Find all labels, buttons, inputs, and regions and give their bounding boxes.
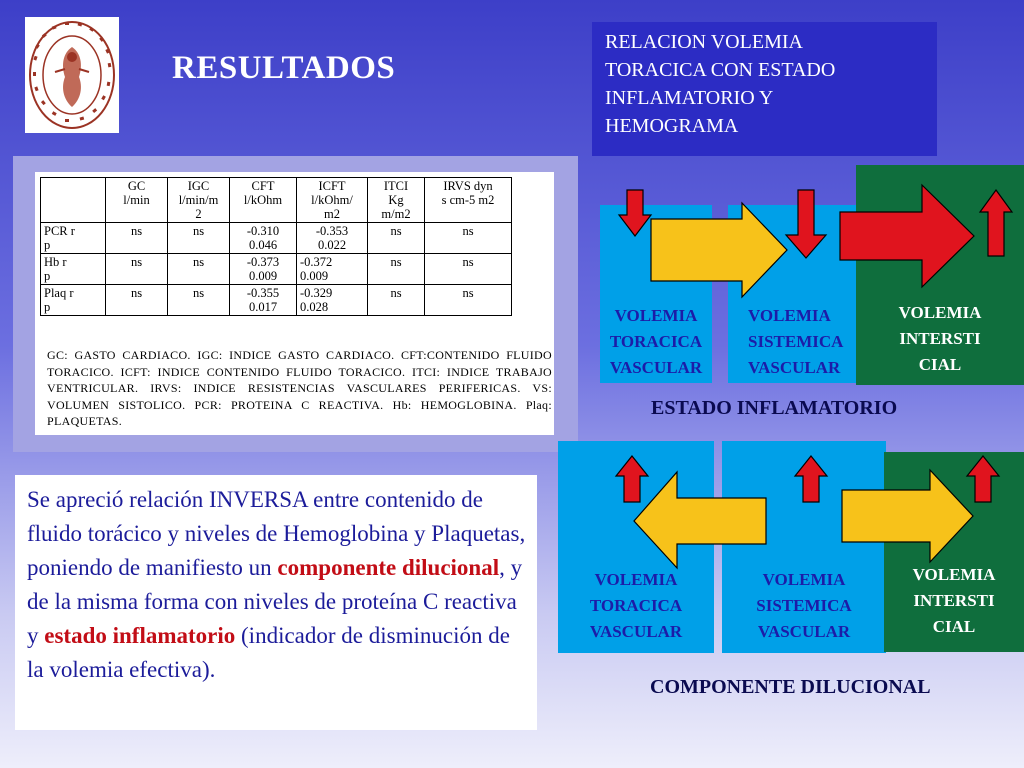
results-table-sheet [35,172,554,435]
table-cell: ns [425,285,512,316]
header-line: RELACION VOLEMIA [605,31,803,53]
header-line: HEMOGRAMA [605,115,739,137]
table-cell: -0.353 0.022 [297,223,368,254]
box-line: TORACICA [589,596,683,615]
table-cell: ns [368,285,425,316]
box-line: VASCULAR [757,622,851,641]
box-volemia-toracica-top [600,205,712,383]
table-row [41,285,512,316]
table-row [41,223,512,254]
table-header-cell: GC l/min [106,178,168,223]
table-header-row [41,178,512,223]
row-label: Plaq r p [41,285,106,316]
box-volemia-toracica-bottom [558,441,714,653]
table-legend: GC: GASTO CARDIACO. IGC: INDICE GASTO CARDIACO. CFT:CONTENIDO FLUIDO TORACICO. ICFT: INDICE CONTENIDO FLUIDO TORACICO. ITCI: INDICE TRABAJO VENTRICULAR. IRVS: INDICE RESISTENCIAS VASCULARES PERIFERICAS. VS: VOLUMEN SISTOLICO. PCR: PROTEINA C REACTIVA. Hb: HEMOGLOBINA. Plaq: PLAQUETAS. [47,348,552,428]
table-cell: ns [425,223,512,254]
caption-componente-dilucional: COMPONENTE DILUCIONAL [650,676,931,698]
table-header-cell: CFT l/kOhm [230,178,297,223]
table-cell: ns [168,223,230,254]
table-header-cell: ICFT l/kOhm/ m2 [297,178,368,223]
box-line: CIAL [932,617,976,636]
table-cell: -0.329 0.028 [297,285,368,316]
box-line: VOLEMIA [594,570,678,589]
box-line: SISTEMICA [756,596,852,615]
table-cell: -0.310 0.046 [230,223,297,254]
box-line: VOLEMIA [898,303,982,322]
box-line: CIAL [918,355,962,374]
box-volemia-sistemica-top [728,205,873,383]
highlight-inflamatorio: estado inflamatorio [44,623,236,648]
table-cell: ns [168,254,230,285]
university-seal-icon [25,17,119,133]
table-cell: ns [368,223,425,254]
box-line: TORACICA [609,332,703,351]
table-cell: ns [106,223,168,254]
box-line: VOLEMIA [614,306,698,325]
box-line: VASCULAR [748,358,841,377]
conclusion-part: (indicador de disminución de la volemia efectiva). [27,623,510,682]
table-header-cell: IRVS dyn s cm-5 m2 [425,178,512,223]
page-title: RESULTADOS [172,50,396,86]
results-table [40,177,512,316]
box-line: VOLEMIA [912,565,996,584]
caption-estado-inflamatorio: ESTADO INFLAMATORIO [651,397,898,419]
university-logo [25,17,119,133]
box-line: SISTEMICA [748,332,844,351]
table-cell: -0.373 0.009 [230,254,297,285]
box-volemia-intersticial-bottom [884,452,1024,652]
header-box [592,22,937,156]
table-cell: ns [106,285,168,316]
conclusion-part: Se apreció relación INVERSA entre contenido de fluido torácico y niveles de Hemoglobina y Plaquetas, poniendo de manifiesto un [27,487,526,580]
row-label: PCR r p [41,223,106,254]
table-cell: -0.355 0.017 [230,285,297,316]
table-cell: -0.372 0.009 [297,254,368,285]
box-line: VASCULAR [589,622,683,641]
box-volemia-intersticial-top [856,165,1024,385]
table-header-cell: IGC l/min/m 2 [168,178,230,223]
box-line: VOLEMIA [748,306,831,325]
table-cell: ns [168,285,230,316]
box-line: VOLEMIA [762,570,846,589]
box-line: INTERSTI [899,329,981,348]
table-header-cell: ITCI Kg m/m2 [368,178,425,223]
box-volemia-sistemica-bottom [722,441,886,653]
conclusion-part: , y de la misma forma con niveles de proteína C reactiva y [27,555,523,648]
table-cell: ns [368,254,425,285]
conclusion-text [15,475,537,730]
table-cell: ns [106,254,168,285]
header-line: INFLAMATORIO Y [605,87,774,109]
table-header-cell [41,178,106,223]
row-label: Hb r p [41,254,106,285]
box-line: VASCULAR [609,358,703,377]
table-cell: ns [425,254,512,285]
highlight-dilucional: componente dilucional [277,555,500,580]
header-line: TORACICA CON ESTADO [605,59,836,81]
table-row [41,254,512,285]
box-line: INTERSTI [913,591,995,610]
